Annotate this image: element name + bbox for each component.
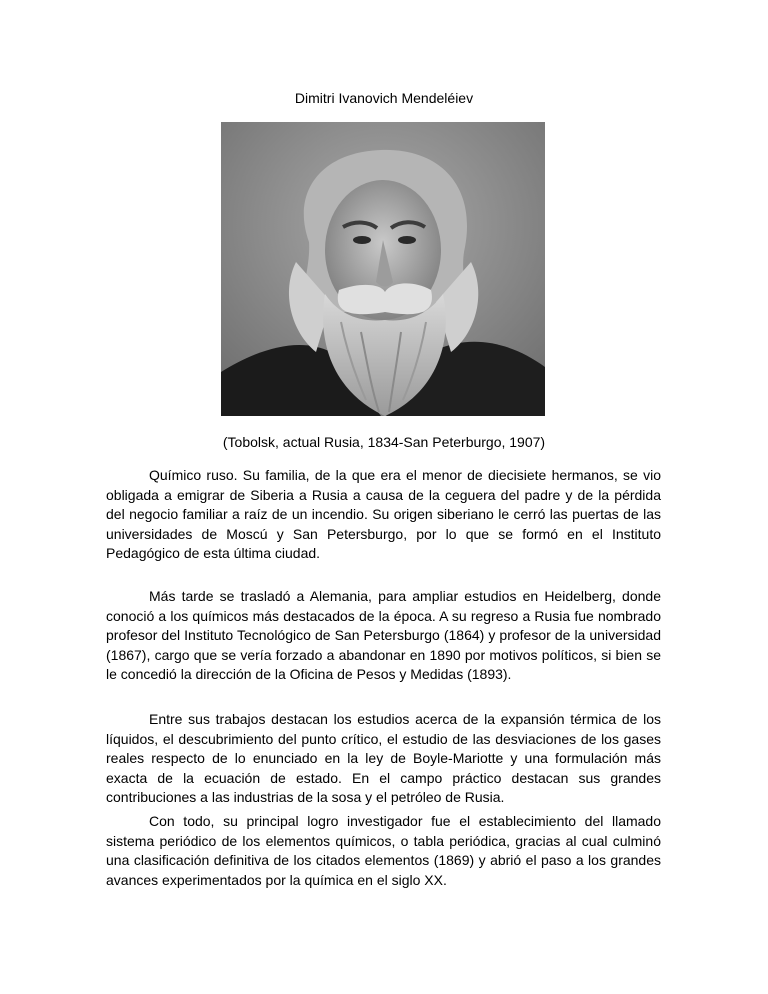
portrait-caption: (Tobolsk, actual Rusia, 1834-San Peterburgo, 1907) <box>222 434 546 450</box>
paragraph-1: Químico ruso. Su familia, de la que era el menor de diecisiete hermanos, se vio obligada a emigrar de Siberia a Rusia a causa de la ceguera del padre y de la pérdida del negocio familiar a raíz de un incendio. Su origen siberiano le cerró las puertas de las universidades de Moscú y San Petersburgo, por lo que se formó en el Instituto Pedagógico de esta última ciudad. <box>106 467 661 561</box>
paragraph-4: Con todo, su principal logro investigador fue el establecimiento del llamado sistema periódico de los elementos químicos, o tabla periódica, gracias al cual culminó una clasificación definitiva de los citados elementos (1869) y abrió el paso a los grandes avances experimentados por la química en el siglo XX. <box>106 813 661 888</box>
document-title: Dimitri Ivanovich Mendeléiev <box>294 90 474 106</box>
paragraph-3: Entre sus trabajos destacan los estudios acerca de la expansión térmica de los líquidos, el descubrimiento del punto crítico, el estudio de las desviaciones de los gases reales respecto de lo enunciado en la ley de Boyle-Mariotte y una formulación más exacta de la ecuación de estado. En el campo práctico destacan sus grandes contribuciones a las industrias de la sosa y el petróleo de Rusia. <box>106 711 661 805</box>
portrait-photo <box>221 122 545 416</box>
paragraph-2: Más tarde se trasladó a Alemania, para ampliar estudios en Heidelberg, donde conoció a los químicos más destacados de la época. A su regreso a Rusia fue nombrado profesor del Instituto Tecnológico de San Petersburgo (1864) y profesor de la universidad (1867), cargo que se vería forzado a abandonar en 1890 por motivos políticos, si bien se le concedió la dirección de la Oficina de Pesos y Medidas (1893). <box>106 588 661 682</box>
portrait-illustration <box>221 122 545 416</box>
